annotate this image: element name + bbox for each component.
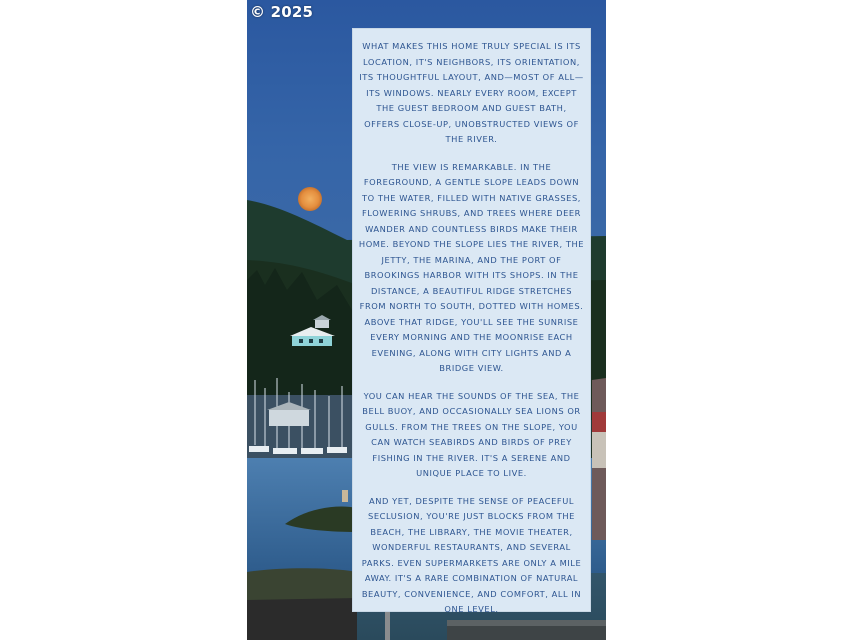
- right-building-light: [592, 432, 606, 468]
- description-paragraph-view: THE VIEW IS REMARKABLE. IN THE FOREGROUND, A GENTLE SLOPE LEADS DOWN TO THE WATER, FILLED WITH NATIVE GRASSES, FLOWERING SHRUBS, AND TREES WHERE DEER WANDER AND COUNTLESS BIRDS MAKE THEIR HOME. BEYOND THE SLOPE LIES THE RIVER, THE JETTY, THE MARINA, AND THE PORT OF BROOKINGS HARBOR WITH ITS SHOPS. IN THE DISTANCE, A BEAUTIFUL RIDGE STRETCHES FROM NORTH TO SOUTH, DOTTED WITH HOMES. ABOVE THAT RIDGE, YOU'LL SEE THE SUNRISE EVERY MORNING AND THE MOONRISE EACH EVENING, ALONG WITH CITY LIGHTS AND A BRIDGE VIEW.: [358, 161, 585, 373]
- right-building-red: [592, 412, 606, 432]
- deck-rail: [447, 620, 606, 626]
- deck-bottom: [447, 626, 606, 640]
- description-card: [352, 28, 591, 612]
- moon: [298, 187, 322, 211]
- marina-area: [247, 395, 352, 465]
- description-paragraph-sounds: YOU CAN HEAR THE SOUNDS OF THE SEA, THE BELL BUOY, AND OCCASIONALLY SEA LIONS OR GULLS. FROM THE TREES ON THE SLOPE, YOU CAN WATCH SEABIRDS AND BIRDS OF PREY FISHING IN THE RIVER. IT'S A SERENE AND UNIQUE PLACE TO LIVE.: [362, 390, 581, 478]
- copyright-watermark: © 2025: [250, 3, 314, 21]
- description-paragraph-location: WHAT MAKES THIS HOME TRULY SPECIAL IS ITS LOCATION, IT'S NEIGHBORS, ITS ORIENTATION, ITS THOUGHTFUL LAYOUT, AND—MOST OF ALL—ITS WINDOWS. NEARLY EVERY ROOM, EXCEPT THE GUEST BEDROOM AND GUEST BATH, OFFERS CLOSE-UP, UNOBSTRUCTED VIEWS OF THE RIVER.: [359, 41, 584, 144]
- foreground-rocks: [247, 598, 357, 640]
- description-paragraph-convenience: AND YET, DESPITE THE SENSE OF PEACEFUL SECLUSION, YOU'RE JUST BLOCKS FROM THE BEACH, THE LIBRARY, THE MOVIE THEATER, WONDERFUL RESTAURANTS, AND SEVERAL PARKS. EVEN SUPERMARKETS ARE ONLY A MILE AWAY. IT'S A RARE COMBINATION OF NATURAL BEAUTY, CONVENIENCE, AND COMFORT, ALL IN ONE LEVEL.: [361, 495, 582, 614]
- buoy-post: [342, 490, 348, 502]
